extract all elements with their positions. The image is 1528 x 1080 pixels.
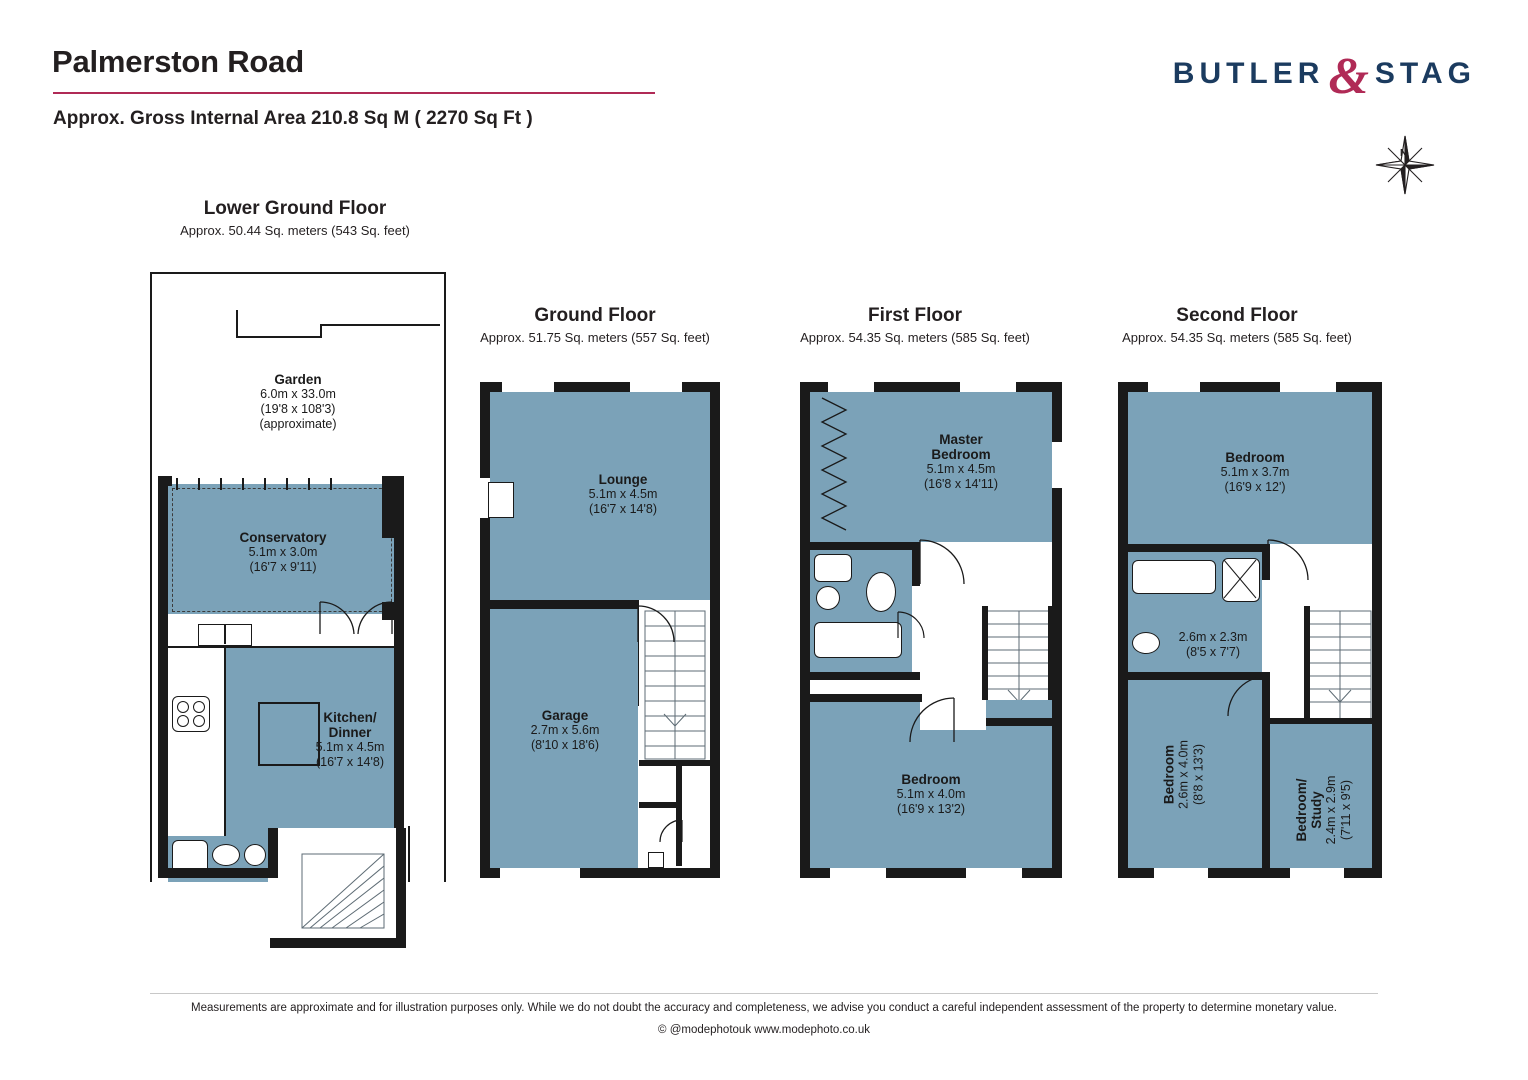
room-imperial: (16'9 x 13'2) [896, 802, 965, 816]
room-label-bedroom-first [856, 772, 1006, 817]
room-metric: 5.1m x 4.5m [588, 487, 658, 501]
bath-icon [1132, 560, 1216, 594]
staircase-lower-ground [300, 852, 386, 930]
floor-area: Approx. 54.35 Sq. meters (585 Sq. feet) [1122, 330, 1352, 345]
room-metric: 5.1m x 4.5m [926, 462, 996, 476]
room-imperial: (16'7 x 14'8) [588, 502, 657, 516]
room-label-conservatory [198, 530, 368, 575]
shower-icon [1222, 558, 1260, 602]
compass-north-label: N [1400, 148, 1408, 159]
room-label-bedroom-second-rear [1162, 715, 1207, 835]
floor-heading-first [750, 305, 1080, 345]
room-label-bathroom-second [1154, 630, 1272, 660]
floor-heading-ground [430, 305, 760, 345]
room-metric: 2.7m x 5.6m [530, 723, 600, 737]
room-imperial: (8'8 x 13'3) [1191, 743, 1206, 806]
disclaimer-text: Measurements are approximate and for illustration purposes only. While we do not doubt the accuracy and completeness, we advise you conduct a careful independent assessment of the property to determine monetary value. [191, 1002, 1337, 1014]
room-metric: 6.0m x 33.0m [260, 387, 336, 401]
room-imperial: (19'8 x 108'3) [260, 402, 336, 416]
room-name-2: Bedroom [931, 447, 991, 462]
gross-area-subtitle: Approx. Gross Internal Area 210.8 Sq M ( 2270 Sq Ft ) [53, 108, 533, 129]
floor-title: First Floor [868, 305, 962, 326]
room-name: Bedroom [1161, 744, 1177, 805]
logo-ampersand: & [1328, 48, 1369, 105]
bath-icon [814, 622, 902, 658]
logo-left-word: BUTLER [1172, 57, 1325, 91]
room-metric: 2.6m x 4.0m [1176, 740, 1191, 809]
wc-icon [212, 844, 240, 866]
fireplace-icon [488, 482, 514, 518]
floor-area: Approx. 50.44 Sq. meters (543 Sq. feet) [180, 223, 410, 238]
room-imperial: (8'10 x 18'6) [530, 738, 599, 752]
room-name: Garden [274, 372, 322, 387]
room-metric: 2.6m x 2.3m [1178, 630, 1248, 644]
room-label-master-bedroom [886, 432, 1036, 492]
page-title: Palmerston Road [52, 44, 304, 79]
room-label-bedroom-second-front [1180, 450, 1330, 495]
footer-divider [150, 993, 1378, 994]
room-metric: 5.1m x 3.7m [1220, 465, 1290, 479]
basin-icon [814, 554, 852, 582]
room-imperial: (16'7 x 9'11) [249, 560, 317, 574]
room-metric: 5.1m x 3.0m [248, 545, 318, 559]
plan-second-floor [1118, 382, 1382, 882]
copyright-text: © @modephotouk www.modephoto.co.uk [658, 1024, 870, 1036]
floor-title: Second Floor [1176, 305, 1298, 326]
room-label-lounge [558, 472, 688, 517]
floor-heading-lower-ground [130, 198, 460, 238]
plan-ground-floor [480, 382, 720, 882]
floor-area: Approx. 51.75 Sq. meters (557 Sq. feet) [480, 330, 710, 345]
room-imperial: (7'11 x 9'5) [1339, 779, 1353, 841]
room-label-kitchen-dinner [290, 710, 410, 770]
front-door-step [648, 852, 664, 868]
room-imperial: (16'8 x 14'11) [923, 477, 999, 491]
room-name: Bedroom [1225, 450, 1285, 465]
floor-heading-second [1072, 305, 1402, 345]
room-name: Bedroom [901, 772, 961, 787]
room-name: Master [939, 432, 983, 447]
staircase-second-floor [1308, 610, 1372, 722]
room-imperial: (8'5 x 7'7) [1185, 645, 1241, 659]
room-name: Kitchen/ [323, 710, 377, 725]
room-name: Garage [541, 708, 589, 723]
room-name-2: Study [1309, 791, 1324, 829]
brand-logo [1172, 48, 1476, 105]
title-underline [53, 92, 655, 94]
basin-icon [244, 844, 266, 866]
room-name: Lounge [598, 472, 648, 487]
room-note: (approximate) [259, 417, 337, 431]
room-name: Conservatory [239, 530, 327, 545]
plan-lower-ground-floor [150, 272, 450, 962]
plan-first-floor [800, 382, 1062, 882]
room-name: Bedroom/ [1294, 778, 1309, 842]
room-label-garden [208, 372, 388, 432]
wc-icon [816, 586, 840, 610]
room-metric: 5.1m x 4.0m [896, 787, 966, 801]
floor-area: Approx. 54.35 Sq. meters (585 Sq. feet) [800, 330, 1030, 345]
floor-title: Ground Floor [534, 305, 656, 326]
hob-icon [172, 696, 210, 732]
room-imperial: (16'7 x 14'8) [315, 755, 384, 769]
room-metric: 2.4m x 2.9m [1324, 775, 1338, 845]
room-imperial: (16'9 x 12') [1224, 480, 1286, 494]
room-name-2: Dinner [328, 725, 372, 740]
floor-title: Lower Ground Floor [203, 198, 387, 219]
room-label-garage [500, 708, 630, 753]
logo-right-word: STAG [1374, 57, 1476, 91]
wc-icon-2 [866, 572, 896, 612]
room-label-bedroom-study [1294, 750, 1354, 870]
compass-icon [1370, 130, 1440, 200]
room-metric: 5.1m x 4.5m [315, 740, 385, 754]
